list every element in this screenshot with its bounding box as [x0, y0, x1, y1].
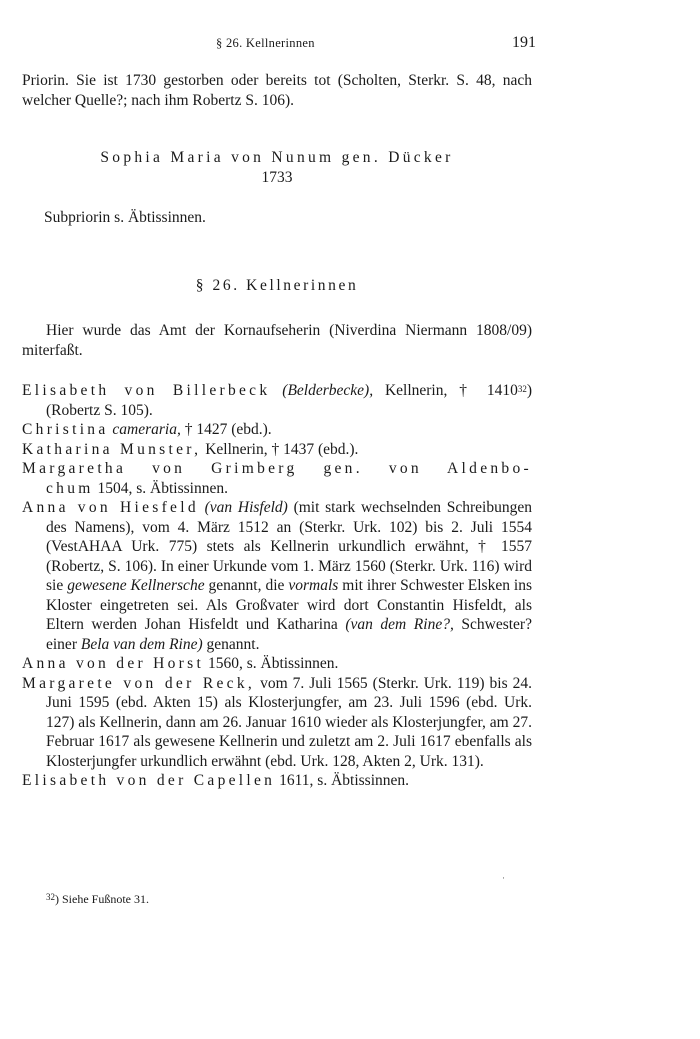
page-header: [0, 36, 700, 56]
entry-text: ) (Robertz S. 105).: [46, 382, 533, 419]
list-item: [22, 771, 532, 791]
entry-italic: (van Hisfeld): [204, 499, 288, 516]
list-item: [22, 440, 532, 460]
entry-text: vom 7. Juli 1565 (Sterkr. Urk. 119) bis 24. Juni 1595 (ebd. Akten 15) als Klosterjungfer, am 23. Juli 1596 (ebd. Urk. 127) als Kellnerin, dann am 26. Januar 1610 wieder als Klosterjungfer, am 27. Februar 1617 als gewesene Kellnerin und zuletzt am 2. Juli 1617 ebenfalls als Klosterjungfer urkundlich erwähnt (ebd. Urk. 128, Akten 2, Urk. 131).: [46, 674, 532, 770]
entry-italic: vormals: [288, 577, 339, 594]
entry-continuation: [22, 479, 532, 499]
entry-name: Katharina Munster,: [22, 440, 202, 458]
person-heading-year: 1733: [261, 169, 293, 186]
entry-text: Schwester? einer: [46, 616, 532, 653]
entry-italic: Bela van dem Rine): [80, 635, 203, 653]
list-item: [22, 498, 532, 654]
entry-text: 1611, s. Äbtissinnen.: [275, 772, 410, 789]
entry-text: † 1427 (ebd.).: [180, 421, 272, 438]
running-head: § 26. Kellnerinnen: [216, 36, 315, 50]
paragraph-continuation: Priorin. Sie ist 1730 gestorben oder bereits tot (Scholten, Sterkr. S. 48, nach welcher Quelle?; nach ihm Robertz S. 106).: [22, 72, 532, 109]
entry-text: Kellnerin, † 1410: [373, 382, 518, 399]
entry-italic: gewesene Kellnersche: [67, 577, 205, 594]
entry-name: Elisabeth von der Capellen: [22, 772, 276, 789]
section-intro: Hier wurde das Amt der Kornaufseherin (Niverdina Niermann 1808/09) miterfaßt.: [22, 322, 532, 359]
entry-text: 1560, s. Äbtissinnen.: [204, 655, 339, 672]
footnote-number: 32: [46, 892, 55, 902]
subpriorin-note: Subpriorin s. Äbtissinnen.: [44, 209, 206, 226]
entry-text: [270, 382, 282, 399]
list-item: [22, 459, 532, 479]
list-item: [22, 380, 532, 420]
entry-text: genannt.: [202, 635, 260, 653]
list-item: [22, 420, 532, 440]
stray-mark: ·: [502, 873, 505, 883]
list-item: [22, 674, 532, 772]
footnote-ref: 32: [517, 384, 527, 394]
footnote: [46, 892, 149, 907]
entry-italic: (Belderbecke),: [282, 382, 374, 399]
entry-text: mit ihrer Schwester Elsken ins Kloster eingetreten sei. Als Großvater wird dort Constantin Hisfeldt, als Eltern werden Johan Hisfeldt und Katharina: [46, 577, 532, 633]
person-heading: Sophia Maria von Nunum gen. Dücker: [100, 149, 454, 166]
entry-name: Margaretha von Grimberg gen. von Aldenbo-: [22, 460, 532, 477]
entry-text: genannt, die: [204, 577, 289, 594]
entry-text: 1504, s. Äbtissinnen.: [93, 479, 228, 497]
entry-list: [22, 380, 532, 791]
section-heading: § 26. Kellnerinnen: [195, 277, 359, 294]
list-item: [22, 654, 532, 674]
entry-italic: (van dem Rine?,: [345, 616, 454, 633]
entry-name: Anna von Hiesfeld: [22, 499, 199, 516]
entry-name: Anna von der Horst: [22, 655, 205, 672]
entry-name: Christina: [22, 421, 109, 438]
entry-name: Elisabeth von Billerbeck: [22, 382, 271, 399]
page-number: 191: [512, 34, 536, 51]
entry-name: chum: [46, 479, 94, 497]
footnote-text: ) Siehe Fußnote 31.: [55, 892, 149, 906]
entry-italic: cameraria,: [112, 421, 181, 438]
entry-name: Margarete von der Reck,: [22, 674, 256, 692]
entry-text: Kellnerin, † 1437 (ebd.).: [201, 440, 359, 458]
entry-text: (mit stark wechselnden Schreibungen des Namens), vom 4. März 1512 an (Sterkr. Urk. 102) bis 2. Juli 1554 (VestAHAA Urk. 775) stets als Kellnerin urkundlich erwähnt, † 1557 (Robertz, S. 106). In einer Urkunde vom 1. März 1560 (Sterkr. Urk. 116) wird sie: [46, 499, 532, 594]
